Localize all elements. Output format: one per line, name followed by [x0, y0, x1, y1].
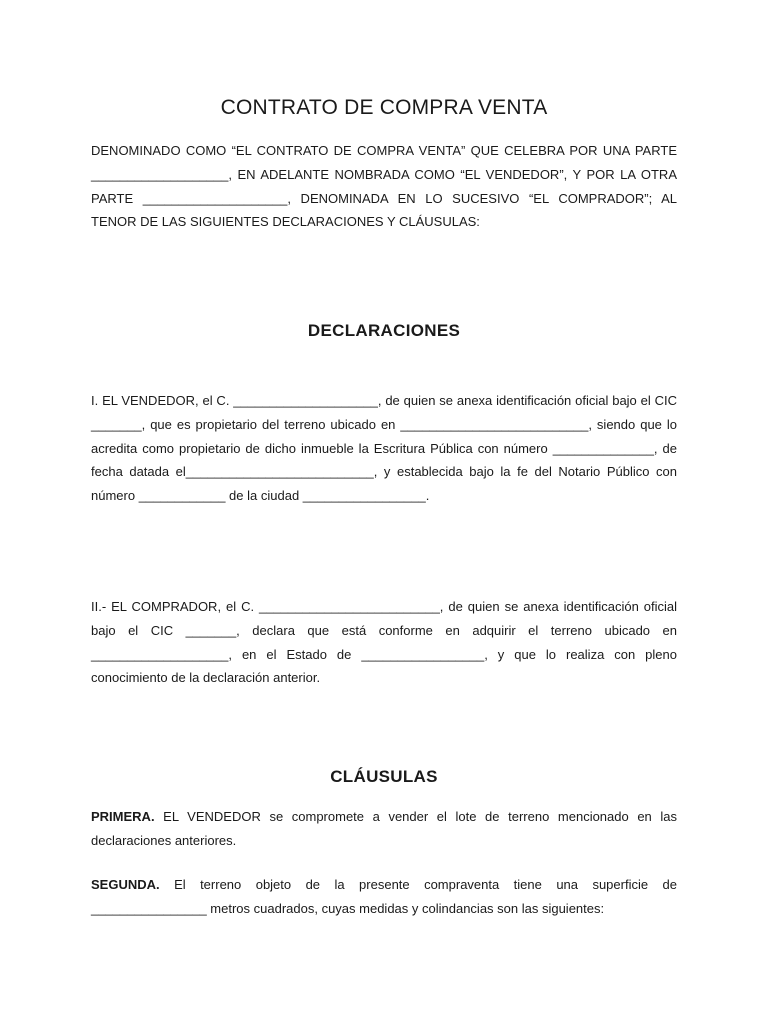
clauses-heading: CLÁUSULAS — [330, 767, 438, 786]
declaration-item-1: I. EL VENDEDOR, el C. ____________________, de quien se anexa identificación oficial bajo el CIC _______, que es propietario del terreno ubicado en __________________________, siendo que lo acredita como propietario de dicho inmueble la Escritura Pública con número ______________, de fecha datada el__________________________, y establecida bajo la fe del Notario Público con número ____________ de la ciudad _________________. — [91, 393, 677, 504]
clause-segunda-label: SEGUNDA. — [91, 877, 160, 892]
declaration-item-2: II.- EL COMPRADOR, el C. _________________________, de quien se anexa identificación oficial bajo el CIC _______, declara que está conforme en adquirir el terreno ubicado en ___________________, en el Estado de _________________, y que lo realiza con pleno conocimiento de la declaración anterior. — [91, 599, 677, 686]
declarations-heading: DECLARACIONES — [307, 321, 461, 340]
clause-primera-label: PRIMERA. — [91, 809, 155, 824]
clause-segunda — [91, 873, 677, 921]
intro-paragraph: DENOMINADO COMO “EL CONTRATO DE COMPRA VENTA” QUE CELEBRA POR UNA PARTE ___________________, EN ADELANTE NOMBRADA COMO “EL VENDEDOR”, Y POR LA OTRA PARTE ____________________, DENOMINADA EN LO SUCESIVO “EL COMPRADOR”; AL TENOR DE LAS SIGUIENTES DECLARACIONES Y CLÁUSULAS: — [91, 143, 677, 230]
clause-primera — [91, 805, 677, 853]
clause-segunda-text: El terreno objeto de la presente compraventa tiene una superficie de ________________ metros cuadrados, cuyas medidas y colindancias son las siguientes: — [91, 877, 677, 916]
clause-primera-text: EL VENDEDOR se compromete a vender el lote de terreno mencionado en las declaraciones anteriores. — [91, 809, 677, 848]
document-title: CONTRATO DE COMPRA VENTA — [220, 96, 548, 119]
